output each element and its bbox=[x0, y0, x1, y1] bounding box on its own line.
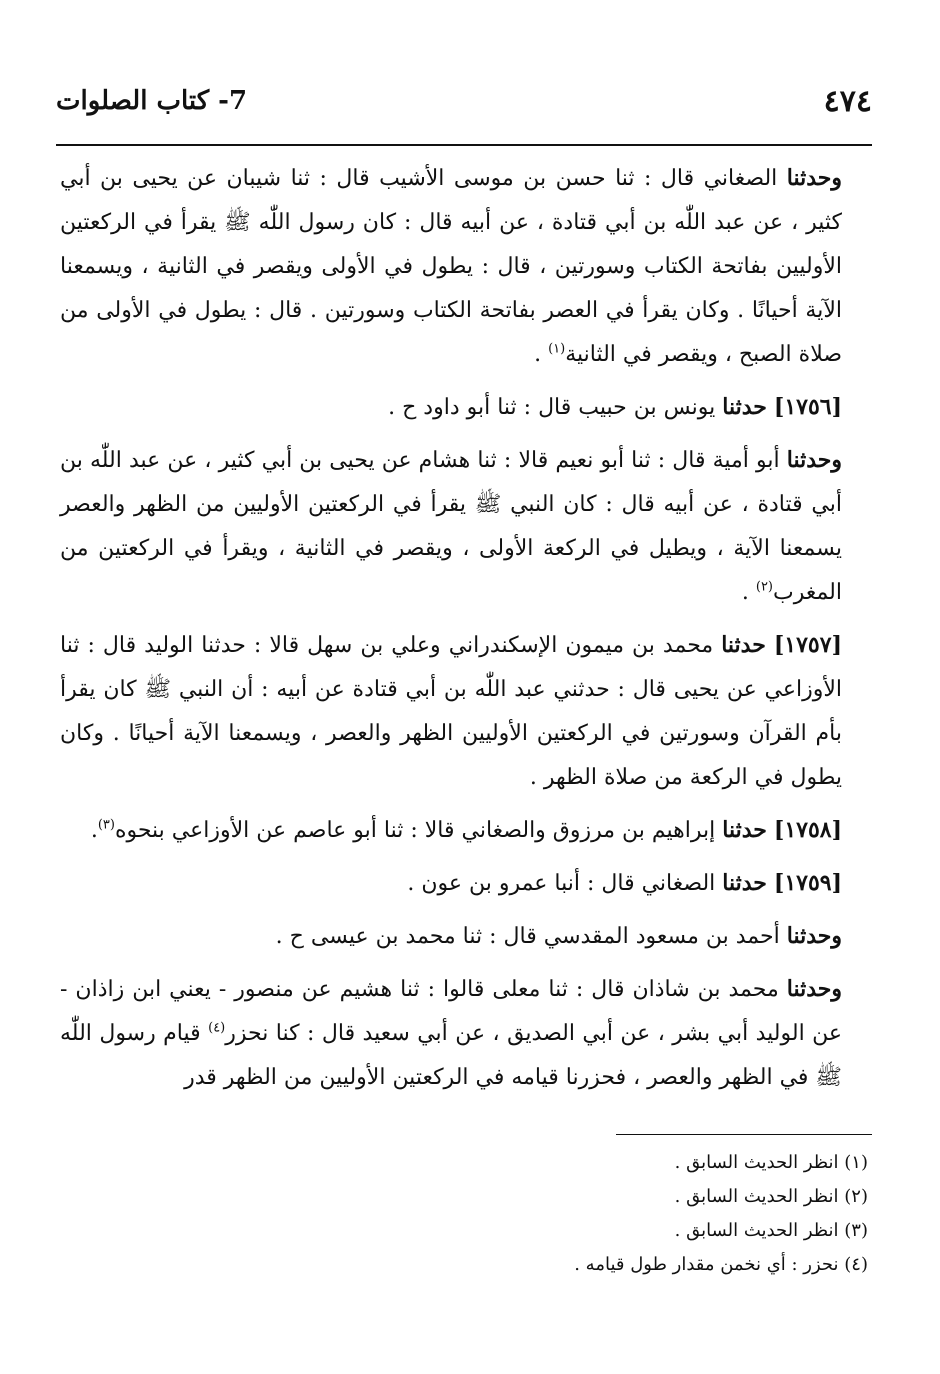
book-title: 7- كتاب الصلوات bbox=[56, 86, 248, 116]
footnote-rule bbox=[616, 1134, 872, 1135]
narration-keyword: حدثنا bbox=[722, 817, 767, 843]
footnote: (١) انظر الحديث السابق . bbox=[674, 1152, 868, 1173]
hadith-paragraph bbox=[60, 438, 872, 615]
narration-keyword: وحدثنا bbox=[786, 976, 842, 1002]
narration-keyword: وحدثنا bbox=[786, 165, 842, 191]
footnote: (٤) نحزر : أي نخمن مقدار طول قيامه . bbox=[574, 1254, 868, 1275]
hadith-text: يونس بن حبيب قال : ثنا أبو داود ح . bbox=[388, 395, 716, 420]
hadith-number: [١٧٥٩] bbox=[773, 870, 842, 896]
page-header bbox=[56, 78, 872, 130]
hadith-paragraph bbox=[60, 385, 872, 430]
hadith-paragraph bbox=[60, 808, 872, 853]
hadith-number: [١٧٥٦] bbox=[773, 394, 842, 420]
footnote-ref: (٢) bbox=[755, 579, 773, 595]
hadith-paragraph bbox=[60, 156, 872, 377]
hadith-number: [١٧٥٨] bbox=[773, 817, 842, 843]
footnote-ref: (٤) bbox=[208, 1020, 226, 1036]
hadith-text: محمد بن ميمون الإسكندراني وعلي بن سهل قالا : حدثنا الوليد قال : ثنا الأوزاعي عن يحيى قال : حدثني عبد اللّٰه بن أبي قتادة عن أبيه : أن النبي ﷺ كان يقرأ بأم القرآن وسورتين في الركعتين الأوليين الظهر والعصر ، ويسمعنا الآية أحيانًا . وكان يطول في الركعة من صلاة الظهر . bbox=[60, 633, 842, 790]
hadith-number: [١٧٥٧] bbox=[773, 632, 842, 658]
footnote: (٢) انظر الحديث السابق . bbox=[674, 1186, 868, 1207]
hadith-text: أبو أمية قال : ثنا أبو نعيم قالا : ثنا هشام عن يحيى بن أبي كثير ، عن عبد اللّٰه بن أبي قتادة ، عن أبيه قال : كان النبي ﷺ يقرأ في الركعتين الأوليين من الظهر والعصر يسمعنا الآية ، ويطيل في الركعة الأولى ، ويقصر في الثانية ، ويقرأ في الركعتين من المغرب bbox=[60, 448, 842, 605]
page-number: ٤٧٤ bbox=[823, 84, 872, 119]
hadith-paragraph bbox=[60, 967, 872, 1100]
narration-keyword: حدثنا bbox=[721, 632, 766, 658]
narration-keyword: وحدثنا bbox=[786, 923, 842, 949]
hadith-paragraph bbox=[60, 861, 872, 906]
hadith-text-tail: قيام رسول اللّٰه ﷺ في الظهر والعصر ، فحزرنا قيامه في الركعتين الأوليين من الظهر قدر bbox=[60, 1021, 842, 1090]
footnotes bbox=[60, 1146, 868, 1282]
narration-keyword: وحدثنا bbox=[786, 447, 843, 473]
hadith-text: الصغاني قال : ثنا حسن بن موسى الأشيب قال : ثنا شيبان عن يحيى بن أبي كثير ، عن عبد اللّٰه بن أبي قتادة ، عن أبيه قال : كان رسول اللّٰه ﷺ يقرأ في الركعتين الأوليين بفاتحة الكتاب وسورتين ، قال : يطول في الأولى ويقصر في الثانية ، ويسمعنا الآية أحيانًا . وكان يقرأ في العصر بفاتحة الكتاب وسورتين . قال : يطول في الأولى من صلاة الصبح ، ويقصر في الثانية bbox=[60, 166, 842, 367]
footnote-ref: (١) bbox=[548, 341, 566, 357]
header-rule bbox=[56, 144, 872, 146]
narration-keyword: حدثنا bbox=[722, 870, 767, 896]
narration-keyword: حدثنا bbox=[722, 394, 767, 420]
hadith-paragraph bbox=[60, 623, 872, 800]
footnote-ref: (٣) bbox=[97, 817, 115, 833]
footnote: (٣) انظر الحديث السابق . bbox=[674, 1220, 868, 1241]
hadith-text: إبراهيم بن مرزوق والصغاني قالا : ثنا أبو عاصم عن الأوزاعي بنحوه bbox=[114, 818, 716, 843]
hadith-text: محمد بن شاذان قال : ثنا معلى قالوا : ثنا هشيم عن منصور - يعني ابن زاذان - عن الوليد أبي بشر ، عن أبي الصديق ، عن أبي سعيد قال : كنا نحزر bbox=[60, 977, 843, 1046]
hadith-text-tail: . bbox=[90, 818, 98, 843]
hadith-text-tail: . bbox=[741, 580, 756, 605]
hadith-paragraph bbox=[60, 914, 872, 959]
hadith-text-tail: . bbox=[534, 342, 549, 367]
hadith-text: الصغاني قال : أنبا عمرو بن عون . bbox=[407, 871, 716, 896]
hadith-text: أحمد بن مسعود المقدسي قال : ثنا محمد بن عيسى ح . bbox=[275, 924, 780, 949]
body-text bbox=[60, 156, 872, 1100]
